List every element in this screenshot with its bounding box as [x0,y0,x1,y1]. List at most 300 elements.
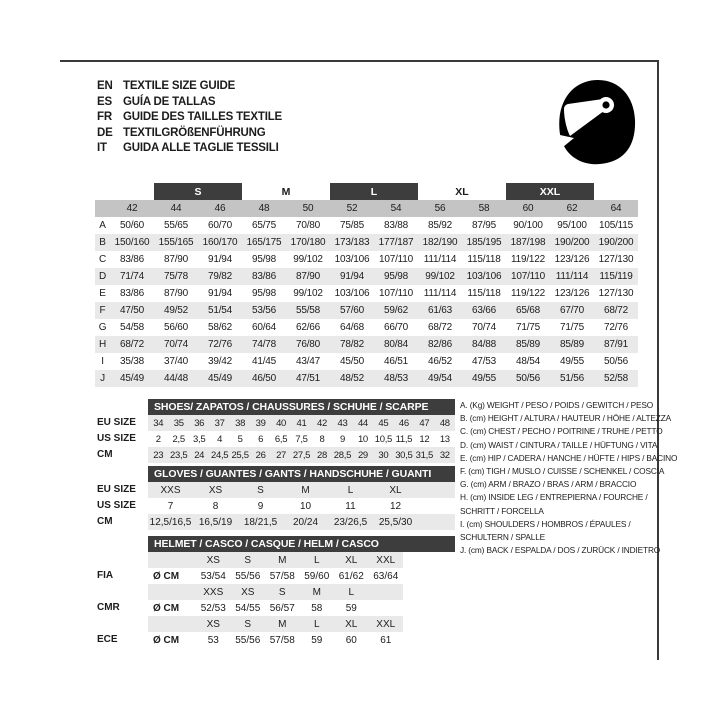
size-cell: 83/86 [119,288,145,299]
section-row-label: EU SIZE [97,417,136,428]
size-group-header: XXL [506,183,594,200]
size-cell: 52/53 [200,602,226,614]
legend-item-line: D. (cm) WAIST / CINTURA / TAILLE / HÜFTUNG / VITA [460,439,658,450]
size-cell: 49/55 [559,356,585,367]
language-row [97,127,282,143]
size-cell: 76/80 [295,339,321,350]
size-cell: 155/165 [158,237,194,248]
language-code: FR [97,111,112,124]
row-label: H [98,339,107,350]
size-cell: 59/62 [383,305,409,316]
size-group-spacer [95,183,154,200]
shoes-row [148,447,455,463]
size-cell: 46 [398,417,409,429]
language-code: DE [97,126,113,139]
size-cell: 59/60 [304,570,330,582]
size-cell: 111/114 [423,288,457,299]
size-cell: XL [345,618,358,630]
gloves-row [148,482,455,498]
size-group-header: XL [455,185,469,198]
size-cell: 57/60 [339,305,365,316]
size-cell: 37/40 [163,356,189,367]
size-cell: 84/88 [471,339,497,350]
size-cell: 79/82 [207,271,233,282]
size-cell: 44/48 [163,373,189,384]
size-cell: 28,5 [333,449,352,461]
size-cell: 53 [207,634,219,646]
size-cell: L [313,554,320,566]
legend-item-line: E. (cm) HIP / CADERA / HANCHE / HÜFTE / HIPS / BACINO [460,452,678,463]
size-column-row [95,200,638,217]
size-cell: 60/70 [207,220,233,231]
size-cell: 60/64 [251,322,277,333]
size-cell: 123/126 [554,254,590,265]
size-cell: 107/110 [378,288,413,299]
size-cell: 57/58 [269,570,295,582]
legend-item-line: A. (Kg) WEIGHT / PESO / POIDS / GEWITCH / PESO [460,400,654,410]
size-cell: XXL [376,554,396,566]
size-cell: 75/85 [339,220,365,231]
row-label: J [100,373,105,384]
size-cell: 50/60 [119,220,145,231]
size-cell: XXS [160,484,181,496]
size-cell: 127/130 [598,288,634,299]
size-cell: 58 [311,602,323,614]
size-cell: 107/110 [378,254,413,265]
size-cell: 54/58 [119,322,145,333]
gloves-row-labels [97,482,136,530]
size-cell: L [347,484,354,496]
size-cell: XS [206,554,220,566]
size-cell: 65/68 [515,305,541,316]
size-cell: 30 [378,449,389,461]
language-row [97,142,282,158]
size-cell: 47 [419,417,430,429]
helmet-standard-labels [97,568,120,664]
size-cell: 11 [345,500,356,512]
size-cell: 59 [345,602,357,614]
size-cell: 48 [439,417,450,429]
measurement-row [95,285,638,302]
size-cell: 46/51 [383,356,409,367]
size-cell: 42 [317,417,327,429]
size-cell: 71/75 [559,322,585,333]
measurement-row [95,268,638,285]
size-cell: 12 [389,500,402,512]
language-title: GUÍA DE TALLAS [123,95,216,108]
size-cell: XXL [376,618,396,630]
section-row-label: US SIZE [97,433,136,444]
language-code: ES [97,95,112,108]
size-cell: M [278,618,287,630]
size-cell: 47/51 [295,373,321,384]
size-cell: 111/114 [555,271,589,282]
standard-label: FIA [97,570,114,581]
size-cell: 2,5 [172,433,185,445]
size-cell: 190/200 [554,237,590,248]
row-label: F [99,305,106,316]
size-cell: M [278,554,287,566]
size-cell: 57/58 [269,634,295,646]
size-cell: 40 [276,417,287,429]
size-cell: 23,5 [170,449,188,461]
size-cell: 68/72 [427,322,453,333]
size-cell: 85/89 [559,339,585,350]
size-cell: 91/94 [207,288,233,299]
size-cell: 51/54 [207,305,233,316]
size-cell: 44 [357,417,368,429]
size-cell: 74/78 [251,339,277,350]
size-cell: 11,5 [395,433,413,445]
measurement-row [95,217,638,234]
size-cell: 45/49 [207,373,233,384]
size-cell: 7 [167,500,174,512]
size-cell: 61/63 [427,305,453,316]
size-cell: 78/82 [339,339,365,350]
size-cell: 45/49 [119,373,145,384]
helmet-icon [554,76,640,168]
size-cell: 58/62 [207,322,233,333]
gloves-row [148,498,455,514]
size-cell: 10 [299,500,312,512]
textile-size-table [95,183,638,387]
gloves-section-header: GLOVES / GUANTES / GANTS / HANDSCHUHE / GUANTI [148,466,455,482]
language-title-list [97,80,282,158]
size-cell: 87/90 [163,288,189,299]
size-cell: 8 [212,500,219,512]
language-title: TEXTILGRÖßENFÜHRUNG [123,126,266,139]
size-cell: 27,5 [292,449,311,461]
size-cell: XS [206,618,220,630]
size-cell: 41/45 [251,356,277,367]
size-cell: 95/98 [251,288,277,299]
measurement-legend [460,399,678,557]
size-cell: 67/70 [559,305,585,316]
size-cell: 65/75 [251,220,277,231]
size-cell: 25,5/30 [378,516,413,528]
size-cell: 47/50 [119,305,145,316]
size-cell: 26 [255,449,266,461]
size-cell: 82/86 [427,339,453,350]
size-cell: 9 [339,433,345,445]
section-row-label: EU SIZE [97,484,136,495]
size-cell: 107/110 [510,271,545,282]
row-label: G [98,322,107,333]
legend-item-line: I. (cm) SHOULDERS / HOMBROS / ÉPAULES / [460,518,631,529]
size-cell: 95/98 [383,271,409,282]
size-cell: 127/130 [598,254,634,265]
size-column-header: 60 [522,203,534,214]
size-cell: 49/54 [427,373,453,384]
size-column-header: 42 [126,203,138,214]
size-cell: 115/118 [467,254,501,265]
measurement-row [95,336,638,353]
size-cell: 87/90 [163,254,189,265]
size-cell: 6,5 [274,433,288,445]
row-label: A [99,220,106,231]
size-cell: 62/66 [295,322,321,333]
size-cell: 43 [337,417,348,429]
shoes-row [148,431,455,447]
size-cell: L [348,586,355,598]
size-cell: 4 [217,433,223,445]
language-row [97,96,282,112]
size-cell: 41 [296,417,307,429]
size-cell: 25,5 [231,449,249,461]
size-cell: 170/180 [290,237,326,248]
size-cell: 55/56 [235,634,261,646]
row-label: D [98,271,107,282]
size-cell: 70/80 [295,220,321,231]
language-row [97,80,282,96]
helmet-table [148,552,403,648]
size-cell: 38 [235,417,246,429]
language-code: EN [97,80,113,92]
size-cell: 115/118 [467,288,501,299]
standard-label: ECE [97,634,118,645]
measurement-row [95,234,638,251]
size-cell: S [278,586,286,598]
size-cell: 5 [237,433,243,445]
size-cell: 50/56 [515,373,541,384]
size-cell: 64/68 [339,322,365,333]
size-cell: 46/50 [251,373,277,384]
size-cell: 55/65 [163,220,189,231]
size-cell: 31,5 [415,449,433,461]
size-cell: 99/102 [293,254,323,265]
shoes-row-labels [97,415,136,463]
size-cell: 187/198 [510,237,546,248]
size-cell: 91/94 [339,271,365,282]
size-cell: 68/72 [603,305,629,316]
size-cell: 20/24 [292,516,319,528]
size-cell: 48/53 [383,373,409,384]
size-cell: 70/74 [471,322,497,333]
measurement-row [95,370,638,387]
language-title: TEXTILE SIZE GUIDE [123,80,236,92]
size-cell: S [244,554,252,566]
size-cell: 29 [357,449,368,461]
size-cell: 18/21,5 [243,516,278,528]
size-cell: 173/183 [334,237,370,248]
row-label: E [99,288,106,299]
size-cell: 70/74 [163,339,189,350]
diameter-cm-label: Ø CM [153,570,180,582]
row-label: C [98,254,107,265]
size-cell: 61/62 [338,570,364,582]
size-cell: M [301,484,310,496]
size-cell: 50/56 [603,356,629,367]
measurement-row [95,319,638,336]
helmet-values-row [148,568,403,584]
gloves-table [148,482,455,530]
size-cell: 83/86 [251,271,277,282]
diameter-cm-label: Ø CM [153,602,180,614]
size-cell: 87/90 [295,271,321,282]
legend-item-line: SCHULTERN / SPALLE [460,532,546,543]
legend-item-line: H. (cm) INSIDE LEG / ENTREPIERNA / FOURCHE / [460,492,648,503]
size-cell: XL [345,554,358,566]
size-cell: 75/78 [163,271,189,282]
size-cell: 54/55 [235,602,261,614]
size-cell: 49/52 [163,305,189,316]
size-cell: L [313,618,320,630]
size-cell: 47/53 [471,356,497,367]
size-cell: 12 [419,433,430,445]
size-cell: 72/76 [603,322,629,333]
size-cell: 34 [153,417,164,429]
size-column-header: 62 [566,203,578,214]
row-label: B [99,237,106,248]
legend-item-line: SCHRITT / FORCELLA [460,505,544,516]
row-label: I [101,356,104,367]
section-row-label: CM [97,516,113,527]
shoes-table [148,415,455,463]
size-cell: 28 [317,449,327,461]
size-cell: 61 [380,634,392,646]
legend-item-line: J. (cm) BACK / ESPALDA / DOS / ZURÜCK / INDIETRO [460,545,661,556]
size-cell: 165/175 [246,237,282,248]
size-cell: 103/106 [334,254,370,265]
size-cell: 45 [378,417,389,429]
size-group-header: S [154,183,242,200]
size-cell: 10,5 [374,433,393,445]
language-title: GUIDE DES TAILLES TEXTILE [123,111,282,124]
measurement-row [95,251,638,268]
size-cell: 87/91 [603,339,629,350]
size-cell: 83/86 [119,254,145,265]
size-cell: 16,5/19 [198,516,233,528]
size-cell: 35 [173,417,184,429]
size-cell: 56/57 [269,602,295,614]
helmet-section-header: HELMET / CASCO / CASQUE / HELM / CASCO [148,536,455,552]
size-cell: 32 [439,449,450,461]
section-row-label: US SIZE [97,500,136,511]
size-group-header: M [281,185,291,198]
size-cell: 39 [255,417,266,429]
size-cell: 105/115 [598,220,633,231]
size-cell: 23 [153,449,164,461]
size-group-header: L [330,183,418,200]
section-row-label: CM [97,449,113,460]
language-title: GUIDA ALLE TAGLIE TESSILI [123,142,279,155]
helmet-values-row [148,600,403,616]
size-cell: 85/89 [515,339,541,350]
helmet-sizes-row [148,552,403,568]
size-column-header: 52 [346,203,358,214]
size-cell: 24 [194,449,205,461]
size-cell: 63/66 [471,305,497,316]
size-cell: 177/187 [378,237,414,248]
size-cell: 119/122 [510,288,545,299]
size-cell: 103/106 [334,288,370,299]
size-cell: 150/160 [114,237,150,248]
size-cell: XS [241,586,255,598]
size-cell: 72/76 [207,339,233,350]
size-cell: 111/114 [423,254,457,265]
size-cell: 83/88 [383,220,409,231]
helmet-sizes-row [148,584,403,600]
size-cell: 2 [155,433,161,445]
size-cell: 37 [214,417,225,429]
size-cell: 87/95 [471,220,497,231]
size-column-header: 58 [478,203,490,214]
size-column-header: 54 [390,203,402,214]
legend-item-line: B. (cm) HEIGHT / ALTURA / HAUTEUR / HÖHE / ALTEZZA [460,413,672,424]
size-cell: 119/122 [510,254,545,265]
size-cell: 55/58 [295,305,321,316]
gloves-row [148,514,455,530]
size-cell: 36 [194,417,205,429]
size-cell: 23/26,5 [333,516,368,528]
legend-item-line: G. (cm) ARM / BRAZO / BRAS / ARM / BRACCIO [460,479,637,490]
helmet-sizes-row [148,616,403,632]
size-cell: 103/106 [466,271,502,282]
size-cell: 48/52 [339,373,365,384]
size-cell: 60 [345,634,357,646]
standard-label: CMR [97,602,120,613]
size-cell: 71/75 [515,322,541,333]
language-row [97,111,282,127]
size-cell: XS [208,484,223,496]
size-cell: 80/84 [383,339,409,350]
size-cell: 35/38 [119,356,145,367]
size-cell: XL [389,484,402,496]
legend-item-line: C. (cm) CHEST / PECHO / POITRINE / TRUHE / PETTO [460,426,663,437]
size-cell: 10 [357,433,368,445]
measurement-row [95,302,638,319]
size-cell: 185/195 [466,237,502,248]
size-cell: 95/100 [557,220,587,231]
shoes-section-header: SHOES/ ZAPATOS / CHAUSSURES / SCHUHE / SCARPE [148,399,455,415]
size-cell: 30,5 [395,449,413,461]
size-cell: 49/55 [471,373,497,384]
size-cell: 39/42 [207,356,233,367]
size-column-header: 50 [302,203,314,214]
size-cell: 99/102 [293,288,323,299]
size-cell: M [312,586,321,598]
size-cell: 12,5/16,5 [149,516,192,528]
size-cell: 160/170 [202,237,238,248]
size-cell: 90/100 [513,220,543,231]
size-cell: 48/54 [515,356,541,367]
size-group-header-row [95,183,638,200]
size-cell: XXS [203,586,224,598]
size-cell: 190/200 [598,237,634,248]
size-cell: 51/56 [559,373,585,384]
size-column-header: 64 [610,203,622,214]
measurement-row [95,353,638,370]
size-cell: 71/74 [119,271,145,282]
size-column-header: 44 [170,203,182,214]
size-cell: 91/94 [207,254,233,265]
size-cell: 68/72 [119,339,145,350]
size-cell: 56/60 [163,322,189,333]
size-cell: 52/58 [603,373,629,384]
size-cell: 46/52 [427,356,453,367]
size-cell: 27 [276,449,287,461]
size-cell: 123/126 [554,288,590,299]
size-cell: 6 [258,433,264,445]
size-cell: 99/102 [425,271,455,282]
size-cell: 13 [439,433,450,445]
size-cell: 43/47 [295,356,321,367]
legend-item-line: F. (cm) TIGH / MUSLO / CUISSE / SCHENKEL / COSCIA [460,466,665,477]
helmet-values-row [148,632,403,648]
language-code: IT [97,142,107,155]
size-cell: 182/190 [422,237,458,248]
size-group-spacer [594,183,638,200]
